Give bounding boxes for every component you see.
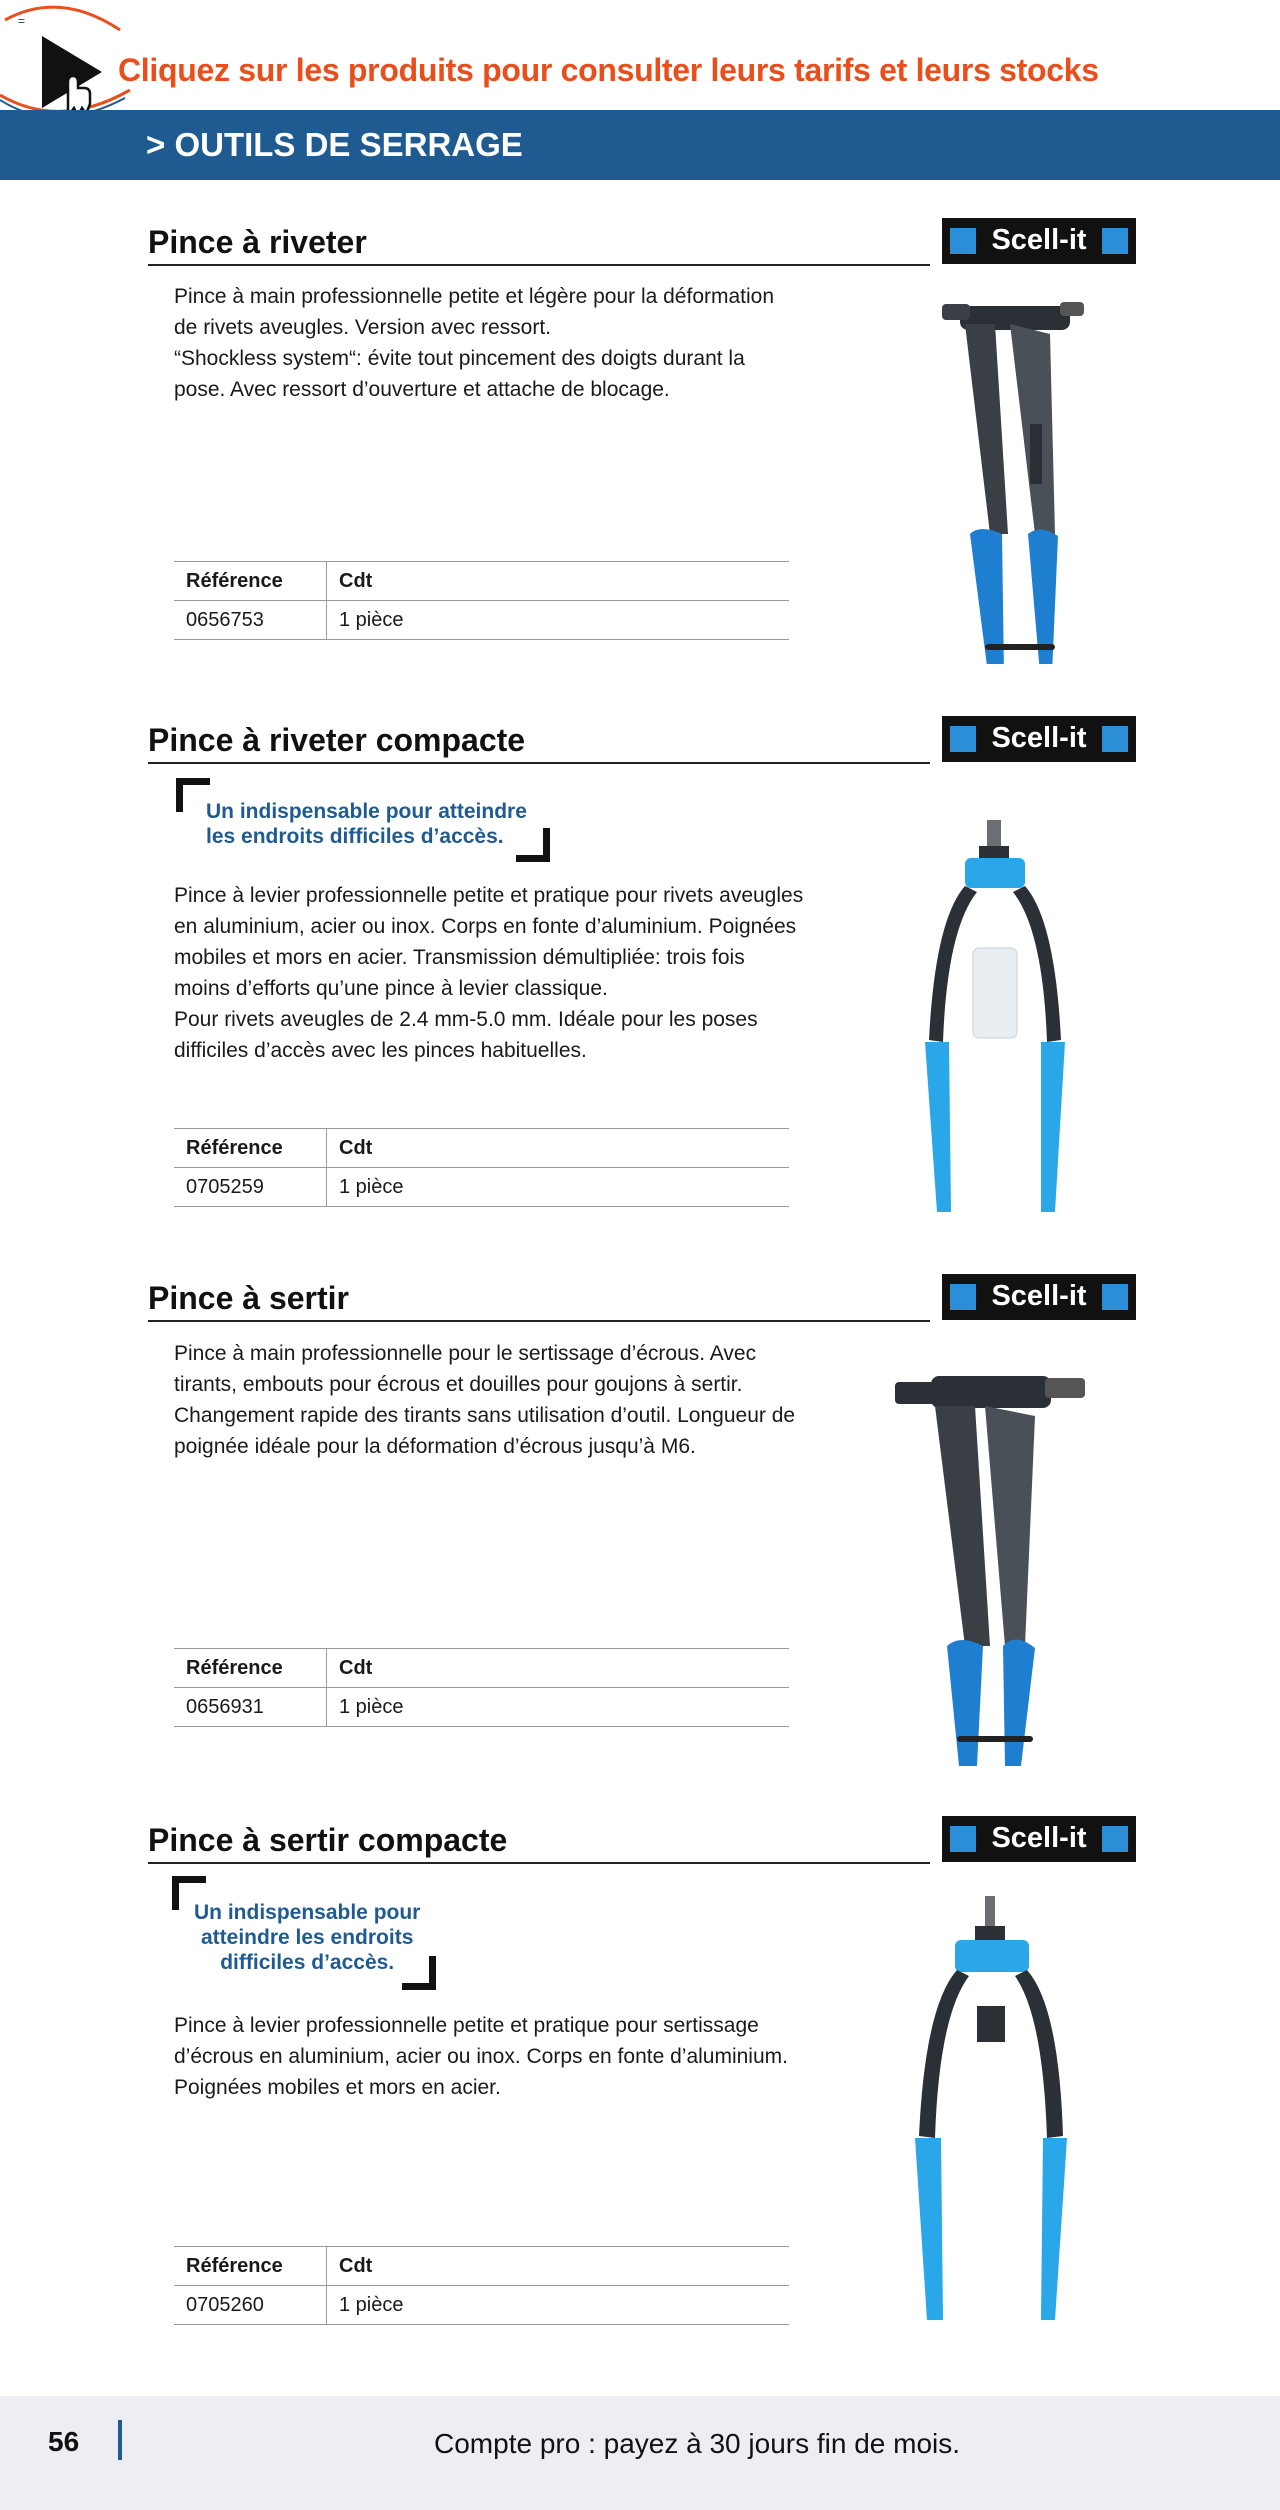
ref-value[interactable]: 0656753	[174, 601, 327, 640]
rivet-plier-image[interactable]	[940, 284, 1100, 664]
cdt-value: 1 pièce	[327, 1168, 790, 1207]
crimping-plier-image[interactable]	[895, 1366, 1095, 1776]
ref-value[interactable]: 0656931	[174, 1688, 327, 1727]
brand-logo	[942, 1816, 1136, 1862]
cdt-header: Cdt	[327, 2247, 790, 2286]
product-title[interactable]: Pince à riveter compacte	[148, 722, 526, 758]
reference-table	[174, 1648, 789, 1727]
cdt-value: 1 pièce	[327, 2286, 790, 2325]
product-callout: Un indispensable pour atteindre les endroits difficiles d’accès.	[194, 1901, 421, 1974]
title-rule	[148, 264, 930, 266]
product-description: Pince à levier professionnelle petite et pratique pour sertissage d’écrous en aluminium, acier ou inox. Corps en fonte d’aluminium. Poignées mobiles et mors en acier.	[174, 2014, 788, 2099]
product-callout: Un indispensable pour atteindre les endroits difficiles d’accès.	[206, 800, 527, 848]
reference-table	[174, 1128, 789, 1207]
reference-table	[174, 561, 789, 640]
brand-text: Scell-it	[991, 1822, 1087, 1854]
cdt-header: Cdt	[327, 1649, 790, 1688]
product-description: Pince à levier professionnelle petite et pratique pour rivets aveugles en aluminium, acier ou inox. Corps en fonte d’aluminium. Poignées mobiles et mors en acier. Transmission démultipliée: trois fois moins d’efforts qu’une pince à levier classique. Pour rivets aveugles de 2.4 mm-5.0 mm. Idéale pour les poses difficiles d’accès avec les pinces habituelles.	[174, 884, 804, 1062]
page-number-divider	[118, 2420, 122, 2460]
callout-corner-bottom	[516, 828, 550, 862]
ref-value[interactable]: 0705260	[174, 2286, 327, 2325]
product-title[interactable]: Pince à sertir compacte	[148, 1822, 508, 1858]
compact-rivet-plier-image[interactable]	[915, 820, 1075, 1220]
cta-link[interactable]: Cliquez sur les produits pour consulter leurs tarifs et leurs stocks	[118, 52, 1099, 88]
top-banner	[0, 0, 1280, 110]
brand-text: Scell-it	[991, 224, 1087, 256]
cdt-header: Cdt	[327, 562, 790, 601]
cdt-header: Cdt	[327, 1129, 790, 1168]
ref-header: Référence	[174, 1649, 327, 1688]
footer-text: Compte pro : payez à 30 jours fin de mois.	[434, 2428, 961, 2459]
section-title: > OUTILS DE SERRAGE	[146, 126, 523, 163]
compact-crimping-plier-image[interactable]	[905, 1896, 1075, 2326]
brand-logo	[942, 716, 1136, 762]
callout-corner-bottom	[402, 1956, 436, 1990]
brand-text: Scell-it	[991, 1280, 1087, 1312]
reference-table	[174, 2246, 789, 2325]
tiny-mark: =	[18, 14, 26, 28]
ref-value[interactable]: 0705259	[174, 1168, 327, 1207]
brand-text: Scell-it	[991, 722, 1087, 754]
page-number: 56	[48, 2426, 80, 2457]
product-title[interactable]: Pince à riveter	[148, 224, 367, 260]
ref-header: Référence	[174, 1129, 327, 1168]
title-rule	[148, 1320, 930, 1322]
cdt-value: 1 pièce	[327, 601, 790, 640]
product-description: Pince à main professionnelle petite et légère pour la déformation de rivets aveugles. Version avec ressort. “Shockless system“: évite tout pincement des doigts durant la pose. Avec ressort d’ouverture et attache de blocage.	[174, 285, 775, 401]
ref-header: Référence	[174, 2247, 327, 2286]
callout-corner-top	[176, 778, 210, 812]
ref-header: Référence	[174, 562, 327, 601]
pointer-cursor-icon	[20, 24, 110, 114]
product-description: Pince à main professionnelle pour le sertissage d’écrous. Avec tirants, embouts pour écrous et douilles pour goujons à sertir. Changement rapide des tirants sans utilisation d’outil. Longueur de poignée idéale pour la déformation d’écrous jusqu’à M6.	[174, 1342, 796, 1458]
cdt-value: 1 pièce	[327, 1688, 790, 1727]
title-rule	[148, 762, 930, 764]
brand-logo	[942, 218, 1136, 264]
product-title[interactable]: Pince à sertir	[148, 1280, 349, 1316]
title-rule	[148, 1862, 930, 1864]
brand-logo	[942, 1274, 1136, 1320]
